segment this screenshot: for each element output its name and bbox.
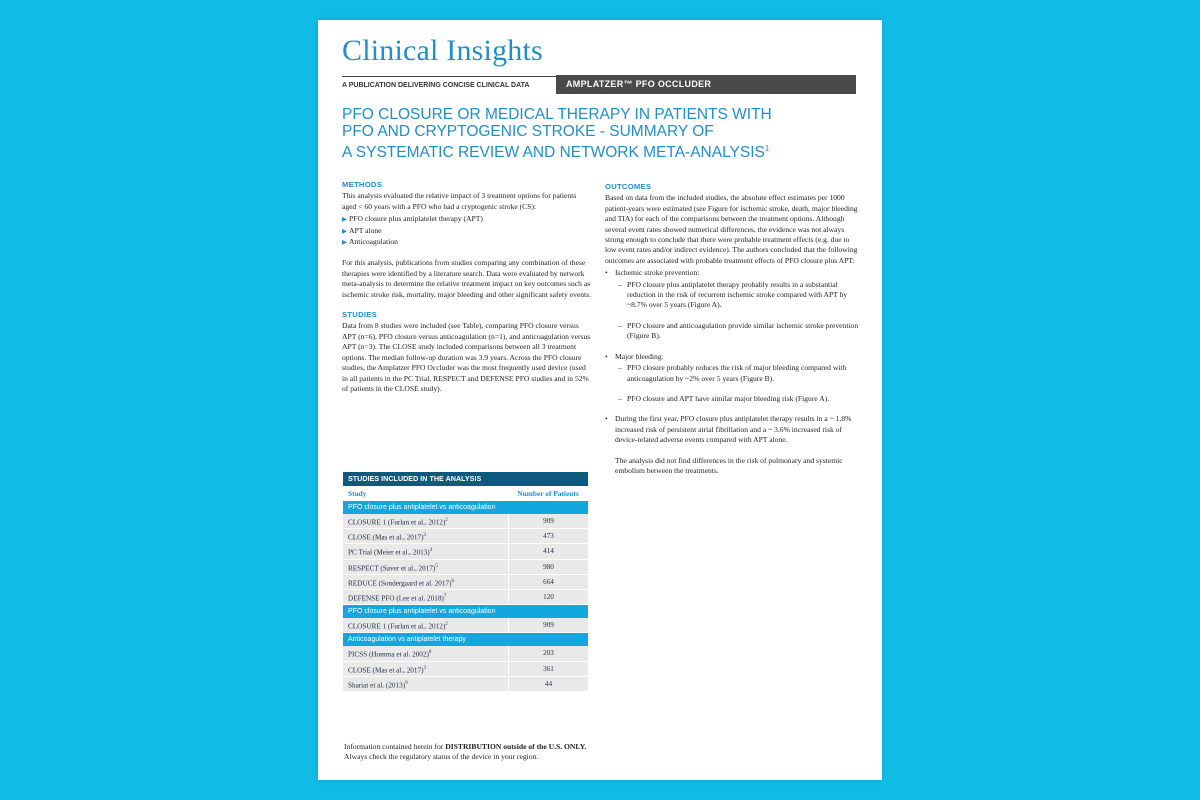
table-row	[343, 590, 588, 605]
footer-emphasis: DISTRIBUTION outside of the U.S. ONLY.	[445, 742, 587, 751]
column-header-study: Study	[348, 489, 367, 498]
right-column	[605, 182, 859, 476]
list-item-text: PFO closure and anticoagulation provide similar ischemic stroke prevention (Figure B).	[627, 320, 859, 341]
list-item-text: Anticoagulation	[349, 237, 398, 247]
table-title: STUDIES INCLUDED IN THE ANALYSIS	[343, 472, 588, 486]
study-cell	[343, 544, 509, 558]
list-item	[605, 268, 859, 341]
study-reference: 2	[445, 622, 448, 628]
methods-paragraph: For this analysis, publications from studies comparing any combination of these therapies were identified by a literature search. Data were evaluated by network meta-analysis to determine the relative treatment impact on key outcomes such as ischemic stroke risk, mortality, major bleeding and other significant safety events.	[342, 258, 591, 299]
title-reference: 1	[764, 144, 770, 153]
title-line: PFO CLOSURE OR MEDICAL THERAPY IN PATIENTS WITH	[342, 106, 772, 123]
list-item	[615, 363, 859, 384]
patients-cell: 909	[543, 517, 554, 525]
triangle-bullet-icon: ▶	[342, 227, 347, 235]
title-line-with-ref	[342, 140, 842, 161]
list-item-text: PFO closure plus antiplatelet therapy probably results in a substantial reduction in the risk of recurrent ischemic stroke compared with APT by ~8.7% over 5 years (Figure A).	[627, 279, 848, 310]
study-name: DEFENSE PFO (Lee et al. 2018)	[348, 594, 444, 603]
list-item	[615, 280, 859, 311]
table-group-header: PFO closure plus antiplatelet vs anticoagulation	[343, 501, 588, 514]
list-item-text: During the first year, PFO closure plus antiplatelet therapy results in a ~ 1.8% increased risk of persistent atrial fibrillation and a ~ 3.6% increased risk of device-related adverse events compared with APT alone.	[615, 414, 852, 445]
table-group-header: Anticoagulation vs antiplatelet therapy	[343, 633, 588, 646]
table-row	[343, 618, 588, 633]
list-item	[605, 414, 859, 445]
studies-heading: STUDIES	[342, 310, 378, 320]
table-row	[343, 646, 588, 661]
outcomes-intro: Based on data from the included studies, the absolute effect estimates per 1000 patient-years were estimated (see Figure for ischemic stroke, death, major bleeding and TIA) for each of the comparisons between the treatment options. Although several event rates showed numerical differences, the evidence was not always strong enough to conclude that there were probable treatment effects (e.g. due to low event rates and/or indirect evidence). The authors concluded that the following outcomes are associated with probable treatment effects of PFO closure plus APT:	[605, 193, 858, 265]
studies-table	[343, 472, 588, 692]
title-line: A SYSTEMATIC REVIEW AND NETWORK META-ANALYSIS	[342, 144, 765, 162]
patients-cell: 664	[543, 577, 554, 586]
table-row	[343, 514, 588, 529]
dash-bullet-icon: –	[618, 320, 622, 330]
study-cell	[343, 560, 509, 574]
list-item	[342, 226, 592, 236]
footer-line	[344, 742, 586, 752]
patients-cell: 361	[543, 664, 554, 673]
study-cell	[343, 677, 509, 691]
patients-cell: 473	[543, 532, 554, 541]
article-title	[342, 106, 842, 161]
study-reference: 6	[451, 578, 454, 584]
treatment-options-list	[342, 214, 592, 247]
triangle-bullet-icon: ▶	[342, 239, 347, 247]
bullet-icon: •	[605, 351, 608, 361]
triangle-bullet-icon: ▶	[342, 216, 347, 224]
list-item	[615, 321, 859, 342]
publication-tagline: A PUBLICATION DELIVERING CONCISE CLINICAL DATA	[342, 76, 556, 95]
study-name: RESPECT (Saver et al., 2017)	[348, 563, 436, 572]
study-name: Shariat et al. (2013)	[348, 681, 406, 690]
table-row	[343, 560, 588, 575]
outcomes-heading: OUTCOMES	[605, 182, 652, 191]
dash-bullet-icon: –	[618, 363, 622, 373]
patients-cell: 909	[543, 621, 554, 630]
study-reference: 7	[443, 593, 447, 599]
table-row	[343, 529, 588, 544]
study-reference: 5	[435, 563, 438, 569]
study-cell	[343, 514, 509, 528]
study-reference: 4	[429, 548, 433, 554]
study-cell	[343, 646, 509, 660]
study-name: CLOSURE 1 (Furlan et al., 2012)	[348, 622, 446, 631]
table-row	[343, 677, 588, 692]
list-item	[615, 394, 859, 404]
patients-cell: 980	[543, 562, 554, 571]
study-reference: 3	[423, 533, 426, 539]
left-column	[342, 180, 592, 394]
bullet-icon: •	[605, 268, 608, 278]
table-row	[343, 575, 588, 590]
list-item	[342, 214, 592, 224]
study-reference: 3	[423, 665, 426, 671]
list-item-title: Ischemic stroke prevention:	[615, 268, 700, 278]
studies-paragraph: Data from 8 studies were included (see Table), comparing PFO closure versus APT (n=6), PFO closure versus anticoagulation (n=1), and anticoagulation versus APT (n=3). The CLOSE study included comparisons between all 3 treatment options. The median follow-up duration was 3.9 years. Across the PFO closure studies, the Amplatzer PFO Occluder was the most frequently used device (used in all patients in the PC Trial, RESPECT and DEFENSE PFO studies and in 52% of patients in the CLOSE study).	[342, 321, 591, 393]
footer-line: Always check the regulatory status of the device in your region.	[344, 752, 539, 762]
list-item-text: PFO closure plus antiplatelet therapy (APT)	[349, 214, 483, 224]
list-item-text: PFO closure and APT have similar major bleeding risk (Figure A).	[627, 393, 830, 403]
bullet-icon: •	[605, 414, 608, 424]
product-banner: AMPLATZER™ PFO OCCLUDER	[556, 75, 856, 94]
study-name: REDUCE (Sondergaard et al. 2017)	[348, 579, 452, 588]
outcomes-list	[605, 268, 859, 445]
study-reference: 2	[445, 518, 448, 523]
list-item	[342, 237, 592, 247]
title-line: PFO AND CRYPTOGENIC STROKE - SUMMARY OF	[342, 123, 714, 140]
dash-bullet-icon: –	[618, 393, 622, 403]
table-row	[343, 544, 588, 559]
study-name: PC Trial (Meier et al., 2013)	[348, 548, 430, 557]
patients-cell: 120	[543, 592, 554, 601]
study-name: CLOSE (Mas et al., 2017)	[348, 533, 424, 542]
sub-list	[615, 363, 859, 404]
study-reference: 8	[428, 650, 432, 656]
list-item-text: APT alone	[349, 225, 382, 235]
study-cell	[343, 575, 509, 589]
study-cell	[343, 529, 509, 543]
study-cell	[343, 618, 509, 632]
study-name: CLOSURE 1 (Furlan et al., 2012)	[348, 518, 446, 527]
column-header-patients: Number of Patients	[517, 489, 579, 498]
footer-text: Information contained herein for	[344, 742, 446, 751]
list-item	[605, 352, 859, 405]
methods-heading: METHODS	[342, 180, 383, 189]
study-reference: 9	[405, 680, 408, 686]
outcomes-closing: The analysis did not find differences in the risk of pulmonary and systemic embolism between the treatments.	[615, 455, 843, 475]
patients-cell: 414	[543, 547, 554, 556]
study-name: CLOSE (Mas et al., 2017)	[348, 665, 424, 674]
study-name: PICSS (Homma et al. 2002)	[348, 650, 429, 659]
study-cell	[343, 590, 509, 604]
sub-list	[615, 280, 859, 342]
table-row	[343, 662, 588, 677]
methods-intro: This analysis evaluated the relative impact of 3 treatment options for patients aged < 60 years with a PFO who had a cryptogenic stroke (CS):	[342, 191, 577, 211]
dash-bullet-icon: –	[618, 279, 622, 289]
list-item-text: PFO closure probably reduces the risk of major bleeding compared with anticoagulation by ~2% over 5 years (Figure B).	[627, 363, 847, 383]
list-item-title: Major bleeding:	[615, 351, 664, 361]
study-cell	[343, 662, 509, 676]
brand-title: Clinical Insights	[342, 34, 543, 67]
document-page	[318, 20, 882, 780]
patients-cell: 203	[543, 649, 554, 658]
table-header	[343, 486, 588, 501]
footer-disclaimer	[344, 742, 586, 763]
table-group-header: PFO closure plus antiplatelet vs anticoagulation	[343, 605, 588, 618]
patients-cell: 44	[544, 679, 553, 688]
